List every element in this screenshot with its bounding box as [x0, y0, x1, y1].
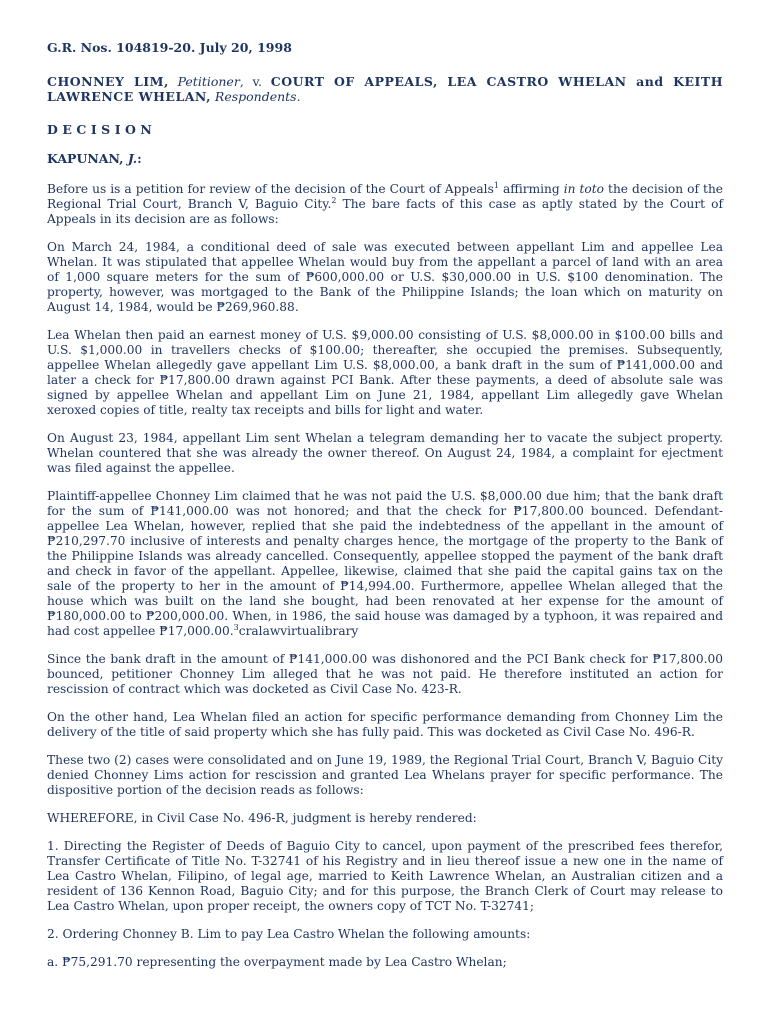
- dispositive-item-1: 1. Directing the Register of Deeds of Baguio City to cancel, upon payment of the prescribed fees therefor, Transfer Certificate of Title No. T-32741 of his Registry and in lieu thereof issue a new one in the name of Lea Castro Whelan, Filipino, of legal age, married to Keith Lawrence Whelan, an Australian citizen and a resident of 136 Kennon Road, Baguio City; and for this purpose, the Branch Clerk of Court may release to Lea Castro Whelan, upon proper receipt, the owners copy of TCT No. T-32741;: [47, 839, 723, 913]
- ponente-colon: :: [137, 151, 142, 166]
- facts-paragraph-1: On March 24, 1984, a conditional deed of sale was executed between appellant Lim and appellee Lea Whelan. It was stipulated that appellee Whelan would buy from the appellant a parcel of land with an area of 1,000 square meters for the sum of ₱600,000.00 or U.S. $30,000.00 in U.S. $100 denomination. The property, however, was mortgaged to the Bank of the Philippine Islands; the loan which on maturity on August 14, 1984, would be ₱269,960.88.: [47, 240, 723, 314]
- ponente-name: KAPUNAN,: [47, 151, 124, 166]
- ponente: [47, 151, 723, 166]
- petitioner-name: CHONNEY LIM,: [47, 74, 169, 89]
- facts-paragraph-4: Plaintiff-appellee Chonney Lim claimed that he was not paid the U.S. $8,000.00 due him; that the bank draft for the sum of ₱141,000.00 was not honored; and that the check for ₱17,800.00 bounced. Defendant-appellee Lea Whelan, however, replied that she paid the indebtedness of the appellant in the amount of ₱210,297.70 inclusive of interests and penalty charges hence, the mortgage of the property to the Bank of the Philippine Islands was already cancelled. Consequently, appellee stopped the payment of the bank draft and check in favor of the appellant. Appellee, likewise, claimed that she paid the capital gains tax on the sale of the property to her in the amount of ₱14,994.00. Furthermore, appellee Whelan alleged that the house which was built on the land she bought, had been renovated at her expense for the amount of ₱180,000.00 to ₱200,000.00. When, in 1986, the said house was damaged by a typhoon, it was repaired and had cost appellee ₱17,000.00.$^3$cralawvirtualibrary: [47, 489, 723, 638]
- facts-paragraph-6: On the other hand, Lea Whelan filed an action for specific performance demanding from Chonney Lim the delivery of the title of said property which she has fully paid. This was docketed as Civil Case No. 496-R.: [47, 710, 723, 739]
- case-caption: [47, 74, 723, 104]
- wherefore-paragraph: WHEREFORE, in Civil Case No. 496-R, judgment is hereby rendered:: [47, 811, 477, 825]
- case-number: G.R. Nos. 104819-20. July 20, 1998: [47, 40, 292, 55]
- watermark-tag: cralawvirtualibrary: [238, 624, 359, 638]
- decision-heading: DECISION: [47, 122, 157, 137]
- document-page: [47, 40, 723, 983]
- dispositive-item-2a: a. ₱75,291.70 representing the overpayment made by Lea Castro Whelan;: [47, 955, 507, 969]
- facts-paragraph-5: Since the bank draft in the amount of ₱141,000.00 was dishonored and the PCI Bank check for ₱17,800.00 bounced, petitioner Chonney Lim alleged that he was not paid. He therefore instituted an action for rescission of contract which was docketed as Civil Case No. 423-R.: [47, 652, 723, 696]
- dispositive-item-2: 2. Ordering Chonney B. Lim to pay Lea Castro Whelan the following amounts:: [47, 927, 531, 941]
- footnote-ref-1[interactable]: 1: [493, 180, 499, 190]
- petitioner-role: Petitioner: [177, 74, 240, 89]
- footnote-ref-3[interactable]: 3: [233, 622, 239, 632]
- facts-paragraph-3: On August 23, 1984, appellant Lim sent Whelan a telegram demanding her to vacate the subject property. Whelan countered that she was already the owner thereof. On August 24, 1984, a complaint for ejectment was filed against the appellee.: [47, 431, 723, 475]
- facts-paragraph-7: These two (2) cases were consolidated and on June 19, 1989, the Regional Trial Court, Branch V, Baguio City denied Chonney Lims action for rescission and granted Lea Whelans prayer for specific performance. The dispositive portion of the decision reads as follows:: [47, 753, 723, 797]
- intro-paragraph: Before us is a petition for review of the decision of the Court of Appeals$^1$ affirming in toto the decision of the Regional Trial Court, Branch V, Baguio City.$^2$ The bare facts of this case as aptly stated by the Court of Appeals in its decision are as follows:: [47, 180, 724, 226]
- ponente-title: J.: [127, 151, 138, 166]
- facts-paragraph-2: Lea Whelan then paid an earnest money of U.S. $9,000.00 consisting of U.S. $8,000.00 in $100.00 bills and U.S. $1,000.00 in travellers checks of $100.00; thereafter, she occupied the premises. Subsequently, appellee Whelan allegedly gave appellant Lim U.S. $8,000.00, a bank draft in the sum of ₱141,000.00 and later a check for ₱17,800.00 drawn against PCI Bank. After these payments, a deed of absolute sale was signed by appellee Whelan and appellant Lim on June 21, 1984, appellant Lim allegedly gave Whelan xeroxed copies of title, realty tax receipts and bills for light and water.: [47, 328, 723, 417]
- respondents-role: Respondents.: [214, 89, 301, 104]
- footnote-ref-2[interactable]: 2: [331, 195, 337, 205]
- versus-label: , v.: [239, 74, 263, 89]
- respondents-names: COURT OF APPEALS, LEA CASTRO WHELAN and KEITH LAWRENCE WHELAN,: [47, 74, 724, 104]
